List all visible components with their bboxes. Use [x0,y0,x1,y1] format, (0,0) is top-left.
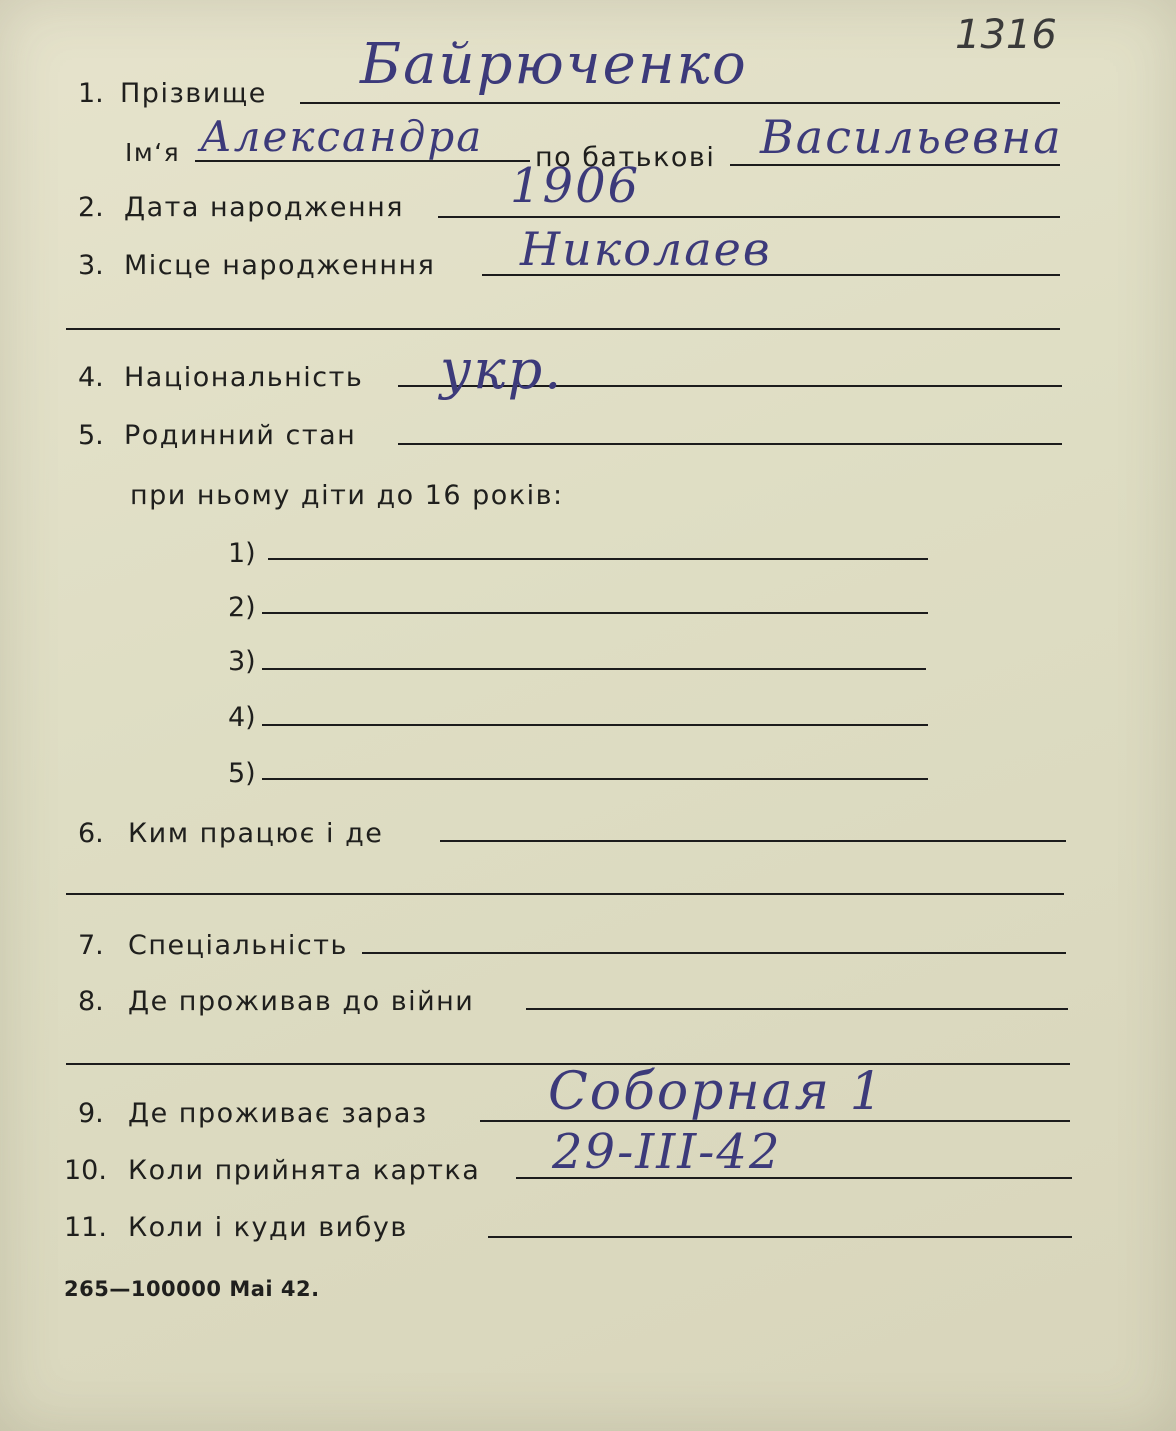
prewar-residence-label: Де проживав до війни [128,986,475,1017]
field-1-number: 1. [78,78,104,109]
field-4-number: 4. [78,362,104,393]
field-10-number: 10. [64,1155,107,1186]
name-value: Александра [200,112,484,161]
field-9-number: 9. [78,1098,104,1129]
work-extra-line [66,893,1064,895]
patronymic-value: Васильевна [760,110,1063,164]
work-line [440,840,1066,842]
patronymic-line [730,164,1060,166]
nationality-value: укр. [440,338,564,401]
nationality-label: Національність [124,362,364,393]
birth-date-line [438,216,1060,218]
birth-date-label: Дата народження [124,192,405,223]
child-1-number: 1) [228,538,256,569]
birth-place-value: Николаев [520,222,772,276]
child-5-line [262,778,928,780]
birth-date-value: 1906 [510,158,641,214]
children-label: при ньому діти до 16 років: [130,480,564,511]
birth-place-extra-line [66,328,1060,330]
child-2-line [262,612,928,614]
archive-number: 1316 [955,12,1057,58]
speciality-line [362,952,1066,954]
name-label: Ім‘я [125,138,181,167]
work-label: Ким працює і де [128,818,384,849]
field-11-number: 11. [64,1212,107,1243]
field-5-number: 5. [78,420,104,451]
birth-place-label: Місце народженння [124,250,436,281]
departure-label: Коли і куди вибув [128,1212,408,1243]
card-accepted-label: Коли прийнята картка [128,1155,481,1186]
card-accepted-value: 29-III-42 [552,1124,782,1180]
departure-line [488,1236,1072,1238]
surname-line [300,102,1060,104]
surname-label: Прізвище [120,78,267,109]
field-3-number: 3. [78,250,104,281]
child-5-number: 5) [228,758,256,789]
current-residence-value: Соборная 1 [548,1062,885,1122]
child-4-number: 4) [228,702,256,733]
marital-status-label: Родинний стан [124,420,357,451]
speciality-label: Спеціальність [128,930,348,961]
surname-value: Байрюченко [360,32,748,97]
current-residence-label: Де проживає зараз [128,1098,428,1129]
child-3-number: 3) [228,646,256,677]
marital-status-line [398,443,1062,445]
child-3-line [262,668,926,670]
field-2-number: 2. [78,192,104,223]
prewar-residence-line [526,1008,1068,1010]
print-imprint: 265—100000 Mai 42. [64,1277,320,1301]
patronymic-label: по батькові [535,142,716,173]
child-2-number: 2) [228,592,256,623]
field-7-number: 7. [78,930,104,961]
child-4-line [262,724,928,726]
field-6-number: 6. [78,818,104,849]
field-8-number: 8. [78,986,104,1017]
child-1-line [268,558,928,560]
